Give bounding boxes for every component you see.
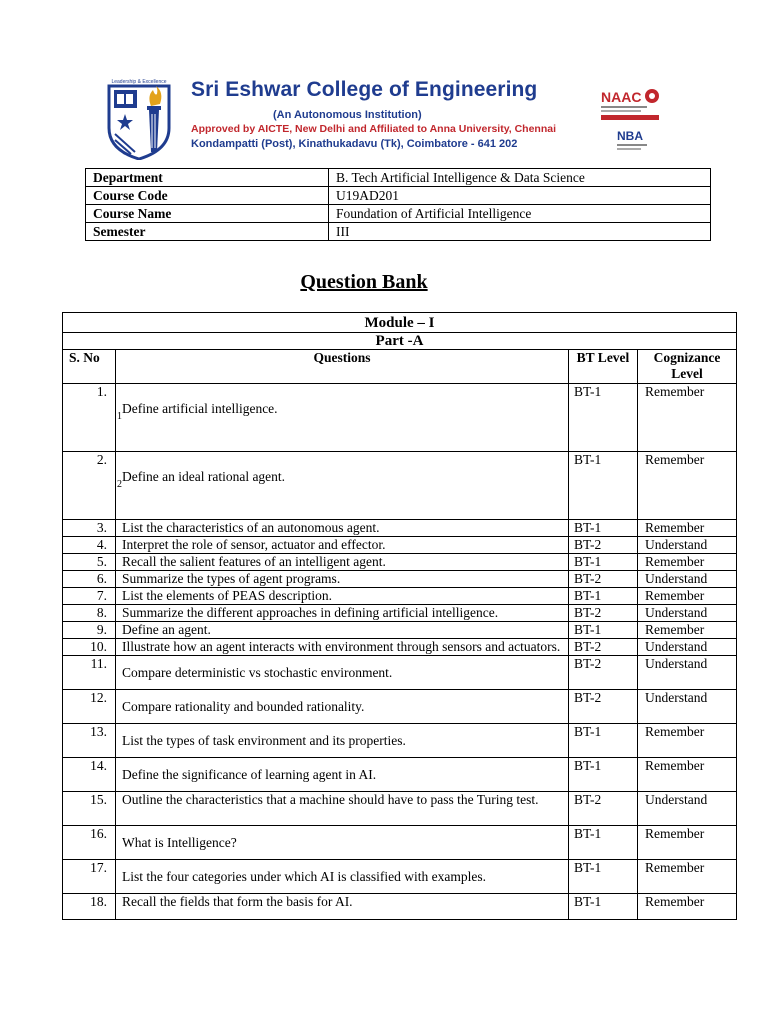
institution-status: (An Autonomous Institution) xyxy=(273,109,422,121)
table-row xyxy=(63,571,737,588)
row-bt: BT-1 xyxy=(569,520,638,537)
row-sno: 10. xyxy=(63,639,116,656)
letterhead xyxy=(105,74,670,160)
row-level: Understand xyxy=(638,792,737,826)
row-level: Remember xyxy=(638,758,737,792)
table-row xyxy=(63,520,737,537)
row-marker: 2 xyxy=(117,479,122,490)
table-row xyxy=(63,554,737,571)
row-sno: 2. xyxy=(63,452,116,520)
row-level: Remember xyxy=(638,452,737,520)
row-question: Compare rationality and bounded rationality. xyxy=(122,699,365,714)
table-row xyxy=(63,894,737,920)
info-key: Course Code xyxy=(86,187,329,205)
table-row xyxy=(63,758,737,792)
naac-logo-text: NAAC xyxy=(601,89,642,105)
info-row xyxy=(86,187,711,205)
row-question: Define artificial intelligence. xyxy=(122,401,278,416)
row-bt: BT-2 xyxy=(569,639,638,656)
page-title: Question Bank xyxy=(300,271,428,293)
row-sno: 7. xyxy=(63,588,116,605)
row-level: Remember xyxy=(638,384,737,452)
row-question: Define the significance of learning agent in AI. xyxy=(122,767,377,782)
col-header-cognizance: Cognizance Level xyxy=(638,350,737,384)
row-level: Remember xyxy=(638,520,737,537)
col-header-bt-level: BT Level xyxy=(569,350,638,384)
row-sno: 5. xyxy=(63,554,116,571)
row-question: Illustrate how an agent interacts with environment through sensors and actuators. xyxy=(116,639,569,656)
row-bt: BT-1 xyxy=(569,622,638,639)
row-level: Understand xyxy=(638,690,737,724)
table-row xyxy=(63,792,737,826)
row-sno: 6. xyxy=(63,571,116,588)
row-bt: BT-1 xyxy=(569,724,638,758)
info-row xyxy=(86,205,711,223)
row-sno: 17. xyxy=(63,860,116,894)
row-question: What is Intelligence? xyxy=(122,835,237,850)
table-row xyxy=(63,690,737,724)
row-question-cell xyxy=(116,384,569,452)
row-bt: BT-2 xyxy=(569,571,638,588)
row-question-cell xyxy=(116,758,569,792)
info-value: B. Tech Artificial Intelligence & Data Science xyxy=(329,169,711,187)
row-bt: BT-1 xyxy=(569,452,638,520)
row-sno: 18. xyxy=(63,894,116,920)
row-question: Define an ideal rational agent. xyxy=(122,469,286,484)
row-level: Remember xyxy=(638,826,737,860)
row-level: Understand xyxy=(638,656,737,690)
table-row xyxy=(63,639,737,656)
info-value: Foundation of Artificial Intelligence xyxy=(329,205,711,223)
row-sno: 9. xyxy=(63,622,116,639)
row-question-cell xyxy=(116,690,569,724)
table-row xyxy=(63,656,737,690)
row-bt: BT-2 xyxy=(569,690,638,724)
table-row xyxy=(63,826,737,860)
table-row xyxy=(63,452,737,520)
row-question: Summarize the types of agent programs. xyxy=(116,571,569,588)
col-header-sno: S. No xyxy=(63,350,116,384)
info-value: U19AD201 xyxy=(329,187,711,205)
row-question-cell xyxy=(116,860,569,894)
row-level: Remember xyxy=(638,588,737,605)
row-bt: BT-1 xyxy=(569,758,638,792)
course-info-table xyxy=(85,168,711,241)
row-sno: 14. xyxy=(63,758,116,792)
row-level: Understand xyxy=(638,537,737,554)
row-question-cell xyxy=(116,724,569,758)
row-level: Remember xyxy=(638,554,737,571)
part-heading: Part -A xyxy=(63,333,737,350)
row-question: Compare deterministic vs stochastic environment. xyxy=(122,665,393,680)
row-level: Understand xyxy=(638,571,737,588)
row-question: List the types of task environment and its properties. xyxy=(122,733,406,748)
row-question: Summarize the different approaches in defining artificial intelligence. xyxy=(116,605,569,622)
table-row xyxy=(63,537,737,554)
row-bt: BT-2 xyxy=(569,605,638,622)
row-level: Remember xyxy=(638,622,737,639)
info-value: III xyxy=(329,223,711,241)
row-bt: BT-1 xyxy=(569,588,638,605)
row-question: Interpret the role of sensor, actuator and effector. xyxy=(116,537,569,554)
row-sno: 3. xyxy=(63,520,116,537)
info-key: Course Name xyxy=(86,205,329,223)
table-row xyxy=(63,384,737,452)
row-level: Understand xyxy=(638,605,737,622)
row-bt: BT-1 xyxy=(569,384,638,452)
nba-logo xyxy=(615,126,655,154)
row-bt: BT-2 xyxy=(569,656,638,690)
row-sno: 13. xyxy=(63,724,116,758)
row-bt: BT-2 xyxy=(569,537,638,554)
row-sno: 4. xyxy=(63,537,116,554)
row-question-cell xyxy=(116,826,569,860)
row-question: Recall the salient features of an intelligent agent. xyxy=(116,554,569,571)
questions-table xyxy=(62,312,737,920)
row-sno: 8. xyxy=(63,605,116,622)
row-level: Remember xyxy=(638,860,737,894)
module-heading: Module – I xyxy=(63,313,737,333)
row-question-cell xyxy=(116,656,569,690)
approval-line: Approved by AICTE, New Delhi and Affiliated to Anna University, Chennai xyxy=(191,123,557,135)
row-question-cell xyxy=(116,452,569,520)
row-level: Remember xyxy=(638,724,737,758)
shield-caption: Leadership & Excellence xyxy=(111,79,167,85)
row-level: Understand xyxy=(638,639,737,656)
row-question: Recall the fields that form the basis for AI. xyxy=(116,894,569,920)
table-row xyxy=(63,622,737,639)
naac-logo xyxy=(599,88,667,122)
row-sno: 11. xyxy=(63,656,116,690)
address-line: Kondampatti (Post), Kinathukadavu (Tk), Coimbatore - 641 202 xyxy=(191,138,518,150)
row-question: List the four categories under which AI is classified with examples. xyxy=(122,869,487,884)
info-key: Semester xyxy=(86,223,329,241)
row-bt: BT-1 xyxy=(569,860,638,894)
table-row xyxy=(63,605,737,622)
college-name: Sri Eshwar College of Engineering xyxy=(191,78,538,101)
table-row xyxy=(63,588,737,605)
row-bt: BT-1 xyxy=(569,826,638,860)
row-question: Define an agent. xyxy=(116,622,569,639)
info-row xyxy=(86,169,711,187)
info-row xyxy=(86,223,711,241)
row-question: List the characteristics of an autonomous agent. xyxy=(116,520,569,537)
college-shield-logo xyxy=(105,76,173,160)
row-question: Outline the characteristics that a machine should have to pass the Turing test. xyxy=(116,792,569,826)
row-marker: 1 xyxy=(117,411,122,422)
row-bt: BT-1 xyxy=(569,554,638,571)
row-sno: 12. xyxy=(63,690,116,724)
row-question: List the elements of PEAS description. xyxy=(116,588,569,605)
row-sno: 15. xyxy=(63,792,116,826)
info-key: Department xyxy=(86,169,329,187)
row-bt: BT-1 xyxy=(569,894,638,920)
table-row xyxy=(63,860,737,894)
row-sno: 16. xyxy=(63,826,116,860)
table-row xyxy=(63,724,737,758)
row-bt: BT-2 xyxy=(569,792,638,826)
col-header-questions: Questions xyxy=(116,350,569,384)
row-sno: 1. xyxy=(63,384,116,452)
nba-logo-text: NBA xyxy=(617,129,643,143)
row-level: Remember xyxy=(638,894,737,920)
